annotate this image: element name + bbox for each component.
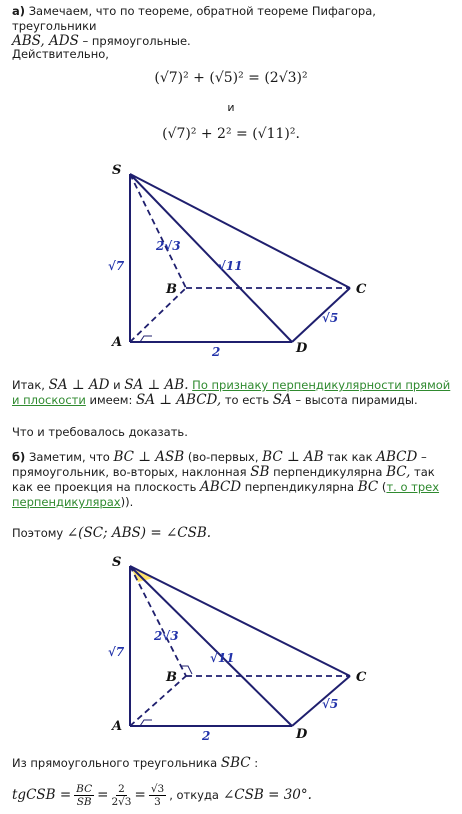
fraction-3-numerator: √3 bbox=[150, 782, 165, 795]
abcd-math-2: ABCD bbox=[200, 479, 242, 495]
vertex-d: D bbox=[296, 341, 308, 356]
part-b-paragraph: б) Заметим, что BC ⊥ ASB (во-первых, BC ⊥ AB так как ABCD – прямоугольник, во-вторых, наклонная SB перпендикулярна BC, так как ее проекция на плоскость ABCD перпендикулярна BC (т. о трех перпендикулярах)). bbox=[12, 449, 440, 509]
length-sd: √11 bbox=[210, 651, 235, 665]
and-word: и bbox=[227, 101, 235, 114]
length-sa: √7 bbox=[108, 259, 125, 273]
length-sd: √11 bbox=[218, 259, 243, 273]
bc-perp-asb: BC ⊥ ASB bbox=[113, 449, 185, 465]
text-5: так как ее проекция на плоскость bbox=[12, 465, 435, 494]
bc-math-2: BC bbox=[357, 479, 379, 495]
part-a-label: а) bbox=[12, 4, 26, 18]
so-prefix: Итак, bbox=[12, 378, 45, 392]
pyramid-figure-1 bbox=[100, 160, 380, 360]
edge-ab bbox=[130, 676, 186, 726]
vertex-a: A bbox=[112, 335, 123, 350]
fraction-1-numerator: BC bbox=[76, 782, 93, 795]
equation-1: (√7)² + (√5)² = (2√3)² bbox=[154, 70, 308, 86]
edge-dc bbox=[292, 288, 350, 342]
sa-math: SA bbox=[272, 392, 292, 408]
from-triangle-text: Из прямоугольного треугольника bbox=[12, 756, 218, 770]
sa-perp-ad: SA ⊥ AD bbox=[48, 377, 110, 393]
angle-equality: ∠(SC; ABS) = ∠CSB. bbox=[66, 525, 212, 541]
fraction-sqrt3-over-3 bbox=[149, 783, 166, 808]
abcd-math-1: ABCD bbox=[376, 449, 418, 465]
part-b-label: б) bbox=[12, 450, 26, 464]
vertex-a: A bbox=[112, 719, 123, 734]
note-text: Заметим, что bbox=[28, 450, 110, 464]
vertex-c: C bbox=[356, 670, 367, 685]
equals-2: = bbox=[134, 787, 146, 803]
text-6: перпендикулярна bbox=[244, 480, 355, 494]
fraction-2-over-2sqrt3 bbox=[111, 783, 131, 808]
fraction-1-denominator: SB bbox=[76, 795, 92, 808]
edge-sc bbox=[130, 566, 350, 676]
vertex-b: B bbox=[166, 670, 177, 685]
indeed-text: Действительно, bbox=[12, 47, 109, 61]
sb-math: SB bbox=[250, 464, 270, 480]
length-sb: 2√3 bbox=[154, 629, 179, 643]
edge-sd bbox=[130, 174, 292, 342]
qed-text: Что и требовалось доказать. bbox=[12, 425, 188, 439]
tangent-formula bbox=[12, 780, 312, 810]
text-1: (во-первых, bbox=[187, 450, 259, 464]
from-triangle-line bbox=[12, 756, 452, 771]
therefore-word: Поэтому bbox=[12, 526, 64, 540]
therefore-line bbox=[12, 526, 452, 541]
part-a-intro bbox=[12, 4, 452, 49]
part-a-intro-end: – прямоугольные. bbox=[78, 34, 191, 48]
vertex-d: D bbox=[296, 727, 308, 742]
length-sa: √7 bbox=[108, 645, 125, 659]
whence-text: , откуда bbox=[169, 788, 219, 802]
fraction-2-numerator: 2 bbox=[118, 782, 125, 795]
angle-result: ∠CSB = 30°. bbox=[222, 787, 312, 803]
so-and: и bbox=[113, 378, 121, 392]
bc-perp-ab: BC ⊥ AB bbox=[262, 449, 324, 465]
vertex-c: C bbox=[356, 282, 367, 297]
tg-lhs: tgCSB = bbox=[12, 787, 72, 803]
text-4: перпендикулярна bbox=[273, 465, 383, 479]
equation-2: (√7)² + 2² = (√11)². bbox=[162, 126, 300, 142]
text-3: – прямоугольник, во-вторых, наклонная bbox=[12, 450, 427, 479]
conclusion-paragraph bbox=[12, 378, 452, 408]
text-2: так как bbox=[327, 450, 373, 464]
have-word: имеем: bbox=[89, 393, 133, 407]
edge-dc bbox=[292, 676, 350, 726]
pyramid-figure-2 bbox=[100, 552, 380, 752]
that-is-word: то есть bbox=[224, 393, 270, 407]
length-ad: 2 bbox=[202, 729, 211, 743]
triangles-math: ABS, ADS bbox=[12, 33, 79, 49]
fraction-2-denominator: 2√3 bbox=[111, 795, 132, 808]
edge-sb bbox=[130, 174, 186, 288]
height-text: – высота пирамиды. bbox=[295, 393, 418, 407]
length-cd: √5 bbox=[322, 311, 339, 325]
equals-1: = bbox=[97, 787, 109, 803]
part-a-intro-text: Замечаем, что по теореме, обратной теореме Пифагора, треугольники bbox=[12, 4, 376, 33]
bc-math-1: BC, bbox=[386, 464, 411, 480]
vertex-b: B bbox=[166, 282, 177, 297]
fraction-bc-sb bbox=[74, 783, 94, 808]
edge-sb bbox=[130, 566, 186, 676]
fraction-3-denominator: 3 bbox=[154, 795, 161, 808]
edge-ab bbox=[130, 288, 186, 342]
sa-perp-abcd: SA ⊥ ABCD, bbox=[136, 392, 222, 408]
text-7: )). bbox=[120, 495, 134, 509]
length-sb: 2√3 bbox=[156, 239, 181, 253]
vertex-s: S bbox=[112, 555, 122, 570]
sa-perp-ab: SA ⊥ AB. bbox=[124, 377, 189, 393]
sbc-math: SBC bbox=[220, 755, 251, 771]
edge-sd bbox=[130, 566, 292, 726]
three-perpendiculars-link[interactable]: т. о трех перпендикулярах bbox=[12, 480, 440, 509]
length-cd: √5 bbox=[322, 697, 339, 711]
colon: : bbox=[254, 756, 259, 770]
vertex-s: S bbox=[112, 163, 122, 178]
length-ad: 2 bbox=[212, 345, 221, 359]
perpendicularity-criterion-link[interactable]: По признаку перпендикулярности прямой и плоскости bbox=[12, 378, 451, 407]
